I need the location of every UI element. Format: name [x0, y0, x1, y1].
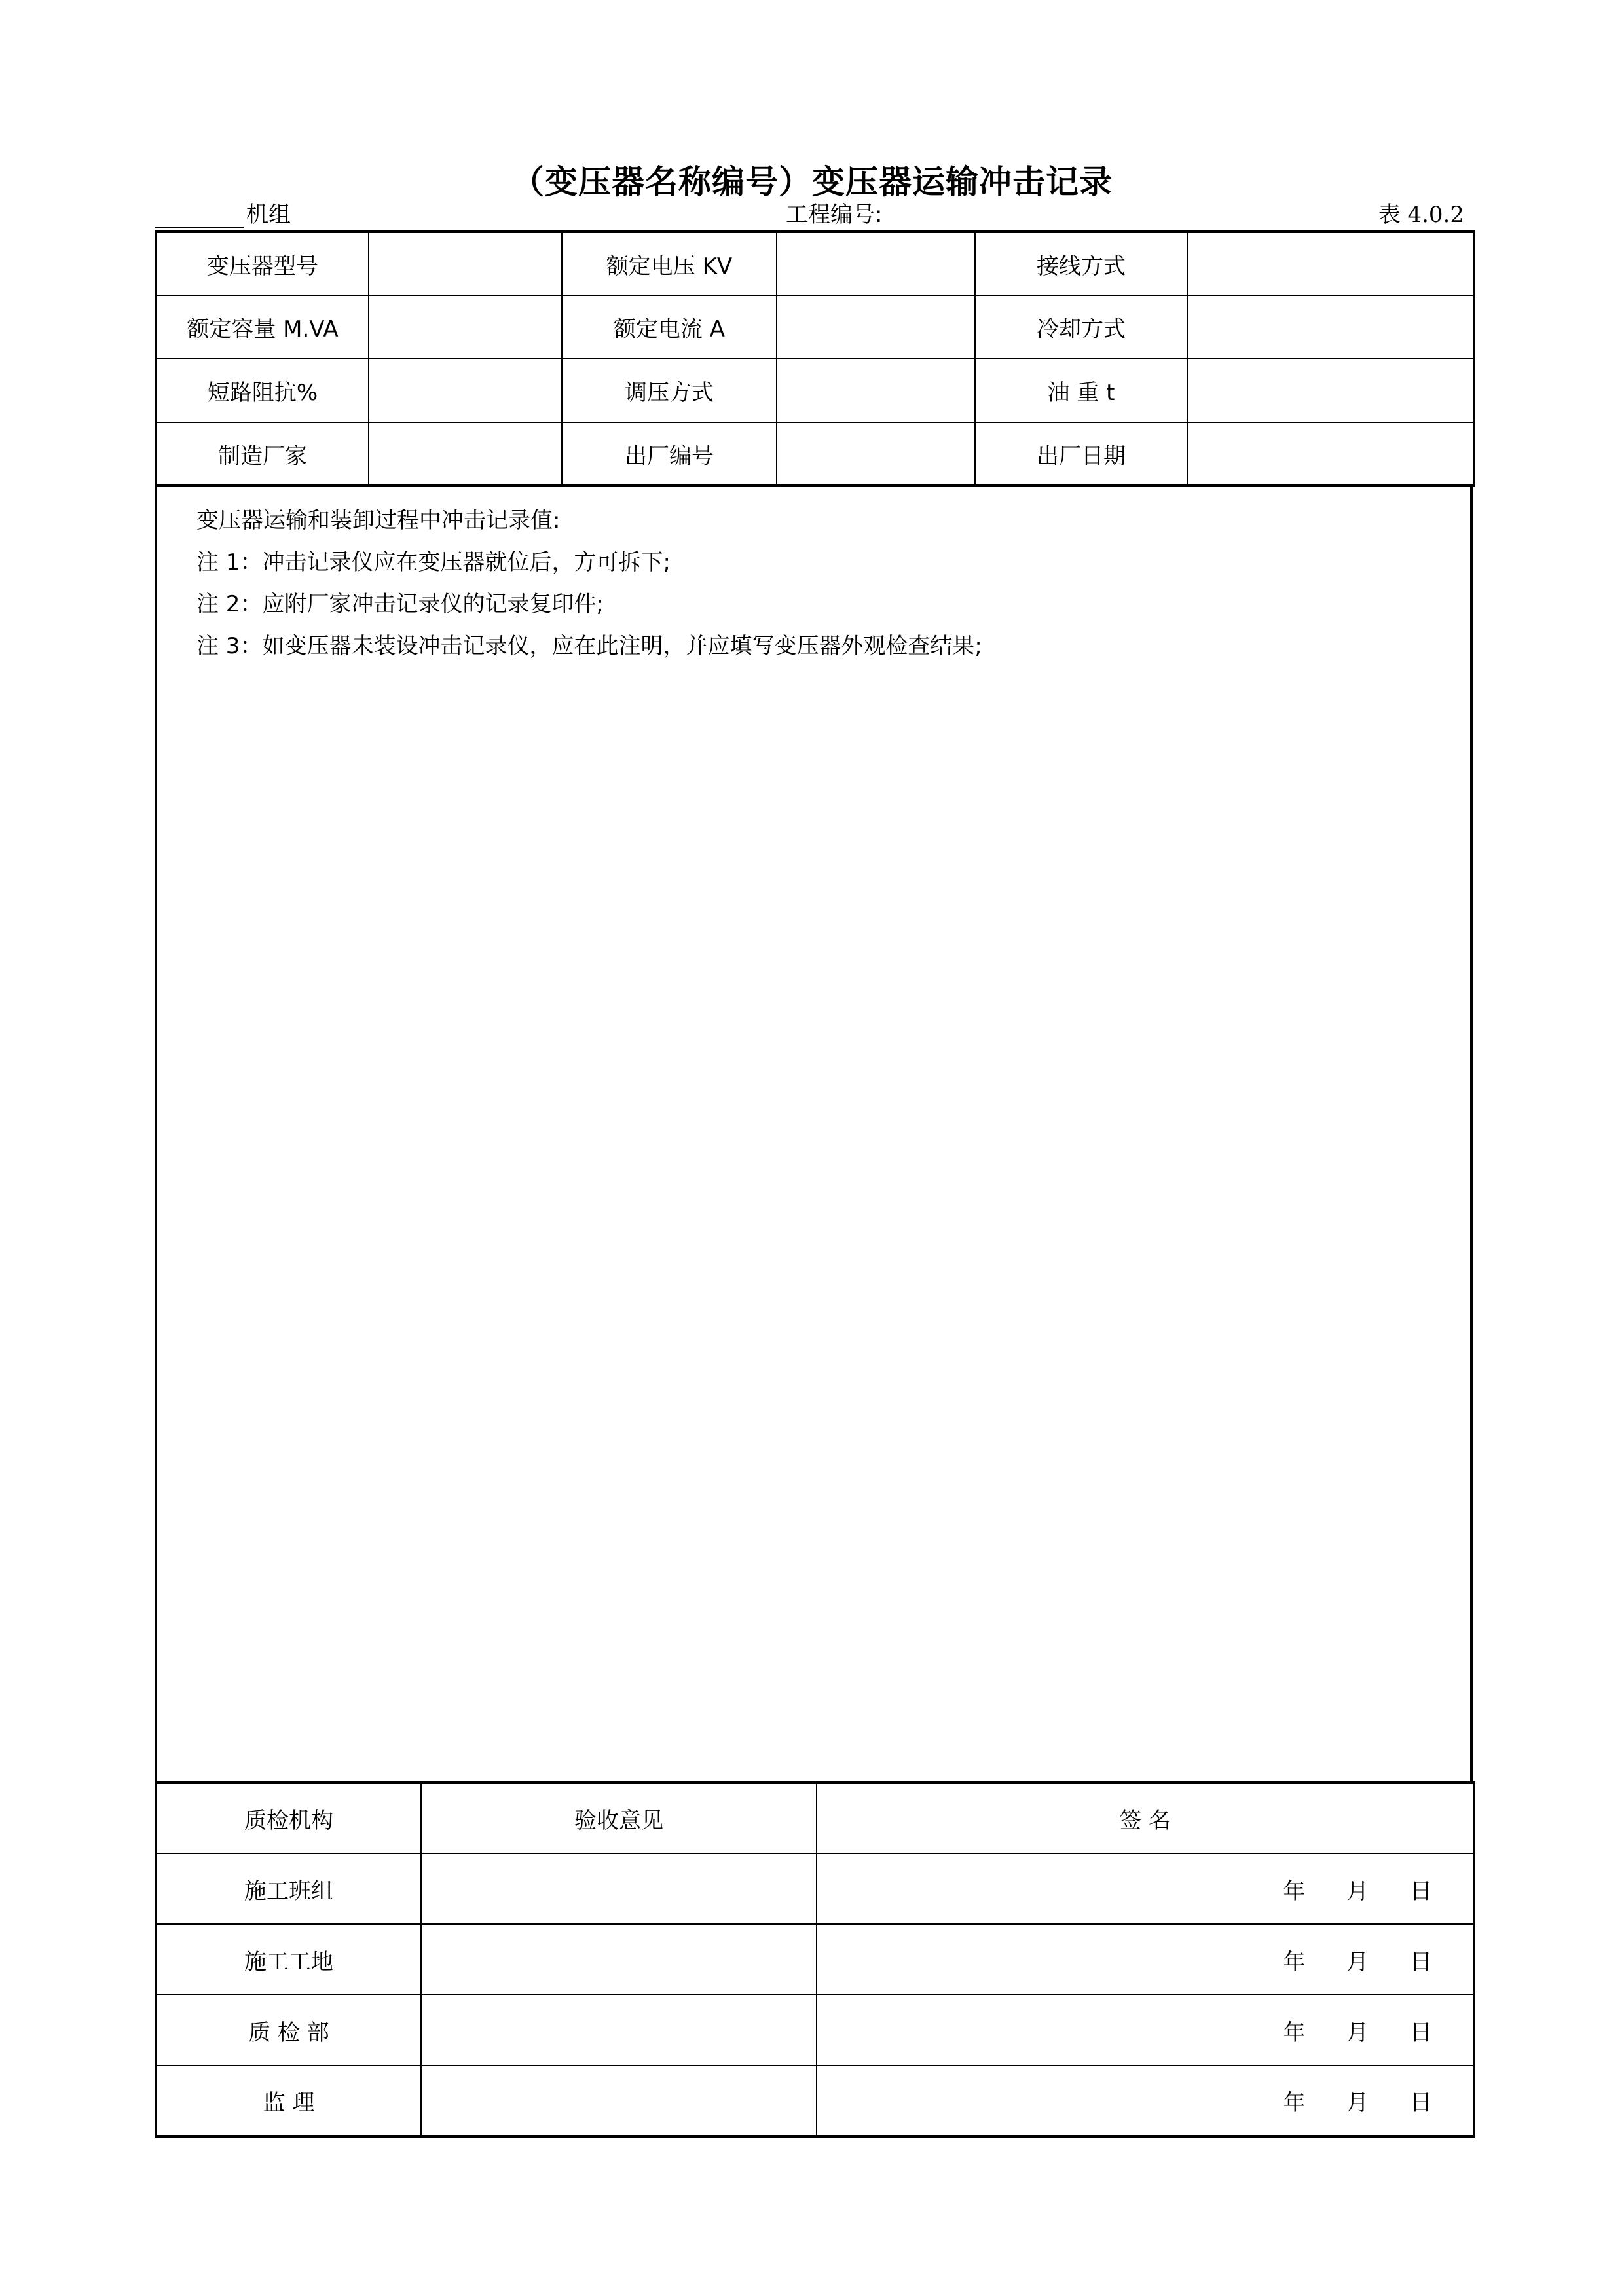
- spec-value-cell[interactable]: [777, 232, 975, 295]
- signature-date-cell[interactable]: 年 月 日: [817, 1853, 1474, 1924]
- org-label: 质 检 部: [156, 1995, 421, 2066]
- spec-value-cell[interactable]: [369, 295, 562, 359]
- spec-label: 额定电流 A: [562, 295, 777, 359]
- spec-label: 出厂日期: [975, 422, 1187, 486]
- spec-label: 额定电压 KV: [562, 232, 777, 295]
- column-header: 签 名: [817, 1783, 1474, 1853]
- unit-blank[interactable]: [155, 205, 244, 228]
- spec-value-cell[interactable]: [369, 232, 562, 295]
- column-header: 验收意见: [421, 1783, 817, 1853]
- note-item: 注 2：应附厂家冲击记录仪的记录复印件;: [196, 591, 604, 617]
- spec-value-cell[interactable]: [777, 295, 975, 359]
- table-header-row: [156, 1783, 1474, 1853]
- unit-label: 机组: [246, 202, 291, 228]
- spec-value-cell[interactable]: [777, 422, 975, 486]
- note-item: 注 1：冲击记录仪应在变压器就位后，方可拆下;: [196, 549, 671, 575]
- spec-value-cell[interactable]: [1187, 422, 1474, 486]
- signature-date-cell[interactable]: 年 月 日: [817, 1924, 1474, 1995]
- table-row: [156, 1924, 1474, 1995]
- spec-table: [155, 230, 1475, 487]
- unit-field: [155, 196, 291, 228]
- note-item: 注 3：如变压器未装设冲击记录仪，应在此注明，并应填写变压器外观检查结果;: [196, 633, 982, 659]
- spec-value-cell[interactable]: [369, 422, 562, 486]
- table-row: [156, 422, 1474, 486]
- spec-label: 变压器型号: [156, 232, 369, 295]
- page-title: （变压器名称编号）变压器运输冲击记录: [511, 163, 1113, 201]
- table-row: [156, 1853, 1474, 1924]
- table-row: [156, 1995, 1474, 2066]
- spec-label: 额定容量 M.VA: [156, 295, 369, 359]
- opinion-cell[interactable]: [421, 1924, 817, 1995]
- spec-value-cell[interactable]: [1187, 359, 1474, 422]
- opinion-cell[interactable]: [421, 2066, 817, 2136]
- notes-heading: 变压器运输和装卸过程中冲击记录值:: [196, 507, 561, 534]
- spec-value-cell[interactable]: [777, 359, 975, 422]
- spec-label: 制造厂家: [156, 422, 369, 486]
- form-number: 表 4.0.2: [1378, 202, 1464, 228]
- table-row: [156, 295, 1474, 359]
- table-row: [156, 359, 1474, 422]
- spec-label: 调压方式: [562, 359, 777, 422]
- opinion-cell[interactable]: [421, 1853, 817, 1924]
- opinion-cell[interactable]: [421, 1995, 817, 2066]
- spec-value-cell[interactable]: [1187, 232, 1474, 295]
- signature-date-cell[interactable]: 年 月 日: [817, 2066, 1474, 2136]
- table-row: [156, 232, 1474, 295]
- spec-label: 油 重 t: [975, 359, 1187, 422]
- table-row: [156, 2066, 1474, 2136]
- org-label: 施工工地: [156, 1924, 421, 1995]
- signature-date-cell[interactable]: 年 月 日: [817, 1995, 1474, 2066]
- spec-label: 接线方式: [975, 232, 1187, 295]
- column-header: 质检机构: [156, 1783, 421, 1853]
- project-number-label: 工程编号:: [786, 202, 883, 228]
- spec-label: 出厂编号: [562, 422, 777, 486]
- signoff-table: [155, 1781, 1475, 2138]
- spec-label: 短路阻抗%: [156, 359, 369, 422]
- spec-label: 冷却方式: [975, 295, 1187, 359]
- org-label: 施工班组: [156, 1853, 421, 1924]
- org-label: 监 理: [156, 2066, 421, 2136]
- spec-value-cell[interactable]: [1187, 295, 1474, 359]
- notes-area[interactable]: [155, 485, 1473, 1781]
- spec-value-cell[interactable]: [369, 359, 562, 422]
